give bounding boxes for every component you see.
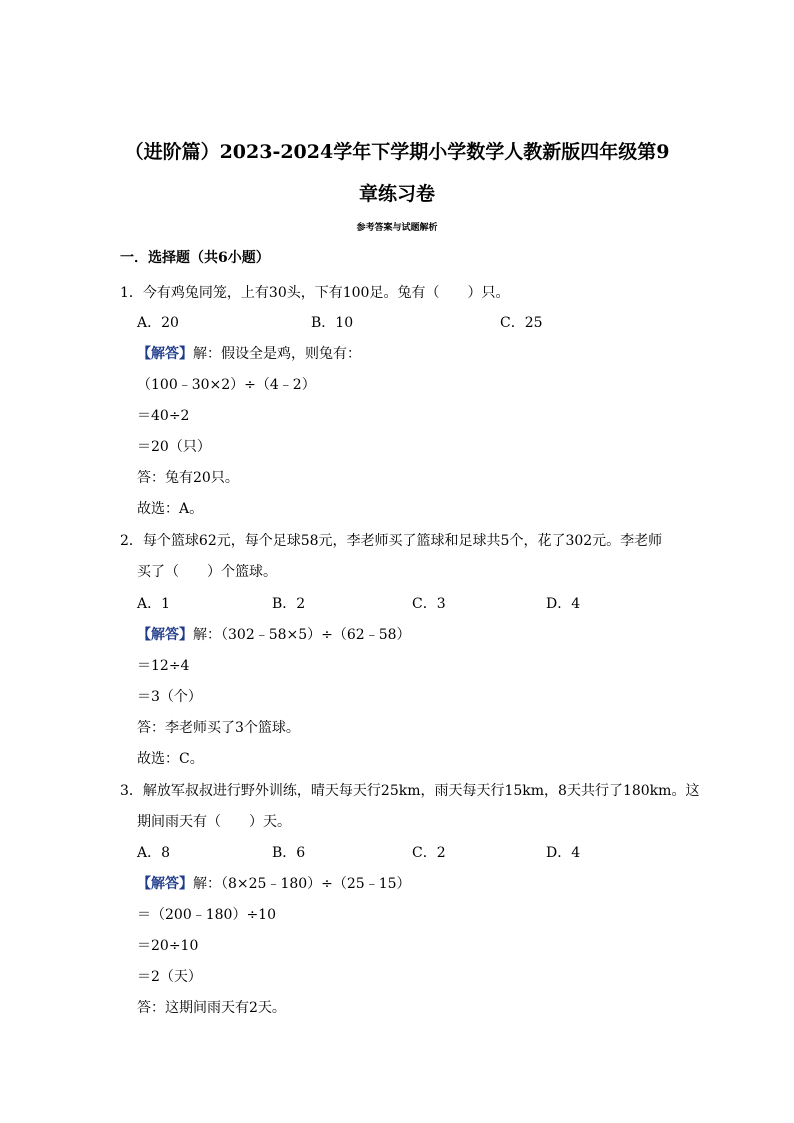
q1-step: （100﹣30×2）÷（4﹣2） [137, 377, 316, 393]
q1-solution-text: 解：假设全是鸡，则兔有： [193, 346, 361, 362]
q2-solution-intro [137, 624, 411, 644]
q2-choice: 故选：C。 [137, 751, 204, 767]
answer-tag: 【解答】 [137, 627, 193, 643]
q3-option-a: A．8 [137, 845, 171, 861]
answer-tag: 【解答】 [137, 346, 193, 362]
q2-stem-line1: 2．每个篮球62元，每个足球58元，李老师买了篮球和足球共5个，花了302元。李老师 [120, 533, 663, 549]
q3-stem-line2: 期间雨天有（ ）天。 [137, 814, 291, 830]
q3-step: ＝20÷10 [137, 938, 199, 954]
page-title-line2: 章练习卷 [358, 183, 435, 205]
q3-solution-intro [137, 873, 411, 893]
q2-stem-line2: 买了（ ）个篮球。 [137, 564, 277, 580]
q1-option-b: B．10 [311, 315, 354, 331]
q2-solution-text: 解：（302﹣58×5）÷（62﹣58） [193, 627, 411, 643]
q3-solution-text: 解：（8×25﹣180）÷（25﹣15） [193, 876, 411, 892]
q3-step: ＝（200﹣180）÷10 [137, 907, 276, 923]
q2-answer: 答：李老师买了3个篮球。 [137, 720, 300, 736]
q1-solution-intro [137, 343, 361, 363]
section-heading: 一．选择题（共6小题） [120, 250, 270, 266]
q1-choice: 故选：A。 [137, 501, 204, 517]
q1-stem: 1．今有鸡兔同笼，上有30头，下有100足。兔有（ ）只。 [120, 285, 510, 301]
q2-option-c: C．3 [412, 596, 446, 612]
q3-option-d: D．4 [546, 845, 581, 861]
q3-answer: 答：这期间雨天有2天。 [137, 1000, 286, 1016]
q3-option-c: C．2 [412, 845, 446, 861]
q1-option-c: C．25 [500, 315, 543, 331]
q3-stem-line1: 3．解放军叔叔进行野外训练，晴天每天行25km，雨天每天行15km，8天共行了180km。这 [120, 783, 700, 799]
q3-option-b: B．6 [272, 845, 306, 861]
q2-step: ＝3（个） [137, 689, 202, 705]
answer-tag: 【解答】 [137, 876, 193, 892]
q1-answer: 答：兔有20只。 [137, 470, 239, 486]
q2-step: ＝12÷4 [137, 658, 190, 674]
page-subtitle: 参考答案与试题解析 [356, 223, 438, 233]
q3-step: ＝2（天） [137, 969, 202, 985]
q1-step: ＝40÷2 [137, 408, 190, 424]
q2-option-d: D．4 [546, 596, 581, 612]
page-title-line1: （进阶篇）2023-2024学年下学期小学数学人教新版四年级第9 [124, 141, 670, 163]
q1-step: ＝20（只） [137, 439, 211, 455]
q1-option-a: A．20 [137, 315, 179, 331]
q2-option-a: A．1 [137, 596, 171, 612]
q2-option-b: B．2 [272, 596, 306, 612]
